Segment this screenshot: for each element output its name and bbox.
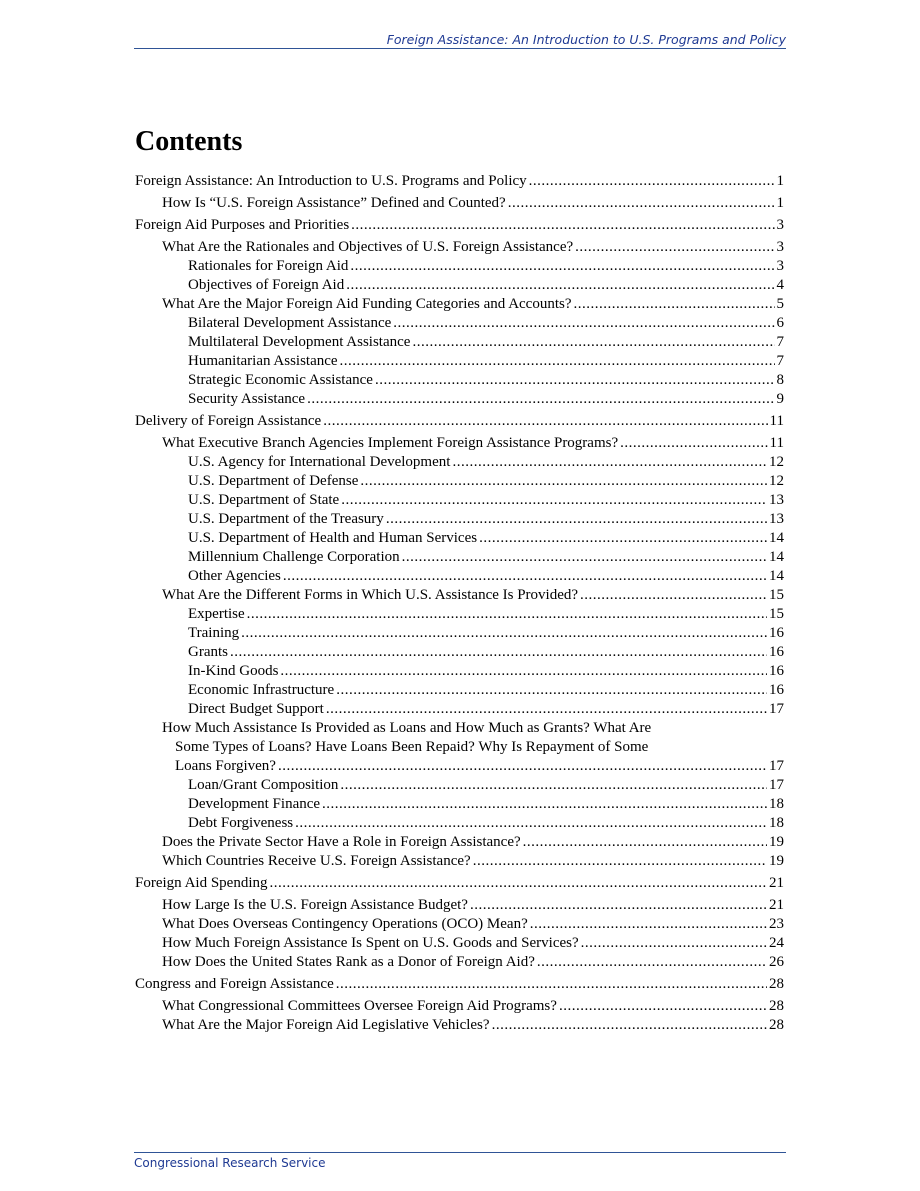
toc-page-number: 11: [769, 435, 784, 451]
toc-page-number: 28: [769, 976, 784, 992]
toc-entry-title: Grants: [188, 644, 228, 660]
toc-entry[interactable]: [135, 194, 784, 213]
toc-entry-title: Objectives of Foreign Aid: [188, 277, 345, 293]
toc-entry-title: Millennium Challenge Corporation: [188, 549, 400, 565]
toc-page-number: 9: [776, 391, 784, 407]
toc-entry[interactable]: [135, 548, 784, 567]
dot-leader: [280, 662, 767, 681]
toc-entry[interactable]: [135, 896, 784, 915]
toc-entry[interactable]: [135, 814, 784, 833]
toc-entry[interactable]: [135, 1016, 784, 1035]
toc-section[interactable]: [135, 874, 784, 893]
toc-page-number: 24: [769, 935, 784, 951]
toc-page-number: 15: [769, 587, 784, 603]
toc-page-number: 28: [769, 998, 784, 1014]
toc-entry-title: Training: [188, 625, 240, 641]
toc-entry[interactable]: [135, 624, 784, 643]
toc-entry[interactable]: [135, 643, 784, 662]
toc-entry[interactable]: [135, 605, 784, 624]
toc-entry-title: Expertise: [188, 606, 245, 622]
toc-entry-title: U.S. Department of the Treasury: [188, 511, 384, 527]
dot-leader: [241, 624, 767, 643]
toc-entry-title: How Much Assistance Is Provided as Loans and How Much as Grants? What Are: [162, 720, 652, 736]
toc-page-number: 16: [769, 644, 784, 660]
toc-page-number: 23: [769, 916, 784, 932]
dot-leader: [326, 700, 767, 719]
dot-leader: [336, 975, 767, 994]
toc-entry-title: What Are the Major Foreign Aid Funding Categories and Accounts?: [162, 296, 572, 312]
toc-entry-title: Strategic Economic Assistance: [188, 372, 373, 388]
toc-entry[interactable]: [135, 491, 784, 510]
toc-entry[interactable]: [135, 997, 784, 1016]
toc-entry[interactable]: [135, 795, 784, 814]
toc-page-number: 12: [769, 454, 784, 470]
dot-leader: [336, 681, 767, 700]
toc-section[interactable]: [135, 412, 784, 431]
toc-section[interactable]: [135, 216, 784, 235]
toc-entry-title: What Are the Major Foreign Aid Legislative Vehicles?: [162, 1017, 490, 1033]
toc-page-number: 26: [769, 954, 784, 970]
toc-page-number: 7: [776, 334, 784, 350]
page-footer: [134, 1152, 786, 1170]
toc-page-number: 28: [769, 1017, 784, 1033]
dot-leader: [270, 874, 767, 893]
toc-entry[interactable]: [135, 934, 784, 953]
dot-leader: [580, 586, 767, 605]
toc-entry-title: What Executive Branch Agencies Implement Foreign Assistance Programs?: [162, 435, 619, 451]
toc-entry-title: Delivery of Foreign Assistance: [135, 413, 322, 429]
toc-entry-title: In-Kind Goods: [188, 663, 279, 679]
toc-entry[interactable]: [135, 510, 784, 529]
toc-entry-title: Loan/Grant Composition: [188, 777, 339, 793]
toc-entry-title: How Does the United States Rank as a Donor of Foreign Aid?: [162, 954, 535, 970]
dot-leader: [295, 814, 767, 833]
toc-entry[interactable]: [135, 915, 784, 934]
toc-entry-title: U.S. Department of Defense: [188, 473, 359, 489]
toc-page-number: 19: [769, 834, 784, 850]
dot-leader: [529, 172, 775, 191]
toc-entry[interactable]: [135, 586, 784, 605]
page-title: Contents: [135, 126, 243, 157]
toc-entry-title: Security Assistance: [188, 391, 306, 407]
toc-page-number: 4: [776, 277, 784, 293]
dot-leader: [247, 605, 767, 624]
toc-entry-title: What Are the Different Forms in Which U.S. Assistance Is Provided?: [162, 587, 579, 603]
toc-page-number: 3: [776, 239, 784, 255]
toc-page-number: 11: [769, 413, 784, 429]
toc-entry-title: Congress and Foreign Assistance: [135, 976, 334, 992]
toc-entry-title: Which Countries Receive U.S. Foreign Assistance?: [162, 853, 471, 869]
dot-leader: [341, 491, 767, 510]
dot-leader: [581, 934, 767, 953]
toc-entry[interactable]: [135, 352, 784, 371]
toc-entry[interactable]: [135, 238, 784, 257]
toc-page-number: 3: [776, 217, 784, 233]
dot-leader: [346, 276, 774, 295]
dot-leader: [386, 510, 767, 529]
dot-leader: [492, 1016, 767, 1035]
toc-entry[interactable]: [135, 719, 784, 776]
toc-page-number: 1: [776, 173, 784, 189]
dot-leader: [340, 776, 767, 795]
toc-page-number: 17: [769, 701, 784, 717]
toc-entry[interactable]: [135, 314, 784, 333]
dot-leader: [375, 371, 775, 390]
dot-leader: [350, 257, 774, 276]
toc-entry-title: Rationales for Foreign Aid: [188, 258, 349, 274]
toc-entry[interactable]: [135, 276, 784, 295]
toc-entry[interactable]: [135, 257, 784, 276]
toc-entry[interactable]: [135, 700, 784, 719]
toc-entry-title: U.S. Department of Health and Human Services: [188, 530, 478, 546]
toc-page-number: 7: [776, 353, 784, 369]
running-header: [134, 32, 786, 49]
toc-page-number: 19: [769, 853, 784, 869]
toc-page-number: 14: [769, 568, 784, 584]
toc-entry-title: Humanitarian Assistance: [188, 353, 338, 369]
toc-entry[interactable]: [135, 333, 784, 352]
toc-entry[interactable]: [135, 776, 784, 795]
toc-entry-title: Foreign Aid Purposes and Priorities: [135, 217, 350, 233]
dot-leader: [323, 412, 767, 431]
toc-page-number: 12: [769, 473, 784, 489]
toc-entry-title: Loans Forgiven?: [175, 758, 276, 774]
toc-entry[interactable]: [135, 472, 784, 491]
toc-page-number: 8: [776, 372, 784, 388]
toc-entry-title: Bilateral Development Assistance: [188, 315, 392, 331]
dot-leader: [322, 795, 767, 814]
toc-page-number: 13: [769, 492, 784, 508]
toc-entry-title: Foreign Aid Spending: [135, 875, 268, 891]
dot-leader: [479, 529, 767, 548]
toc-page-number: 1: [776, 195, 784, 211]
toc-entry-title: How Is “U.S. Foreign Assistance” Defined and Counted?: [162, 195, 506, 211]
dot-leader: [230, 643, 767, 662]
toc-page-number: 21: [769, 875, 784, 891]
toc-entry-title: Multilateral Development Assistance: [188, 334, 411, 350]
toc-entry-title: Other Agencies: [188, 568, 281, 584]
dot-leader: [283, 567, 767, 586]
toc-entry[interactable]: [135, 953, 784, 972]
toc-page-number: 18: [769, 796, 784, 812]
toc-entry-title: How Much Foreign Assistance Is Spent on U.S. Goods and Services?: [162, 935, 579, 951]
toc-page-number: 16: [769, 625, 784, 641]
dot-leader: [340, 352, 775, 371]
toc-entry[interactable]: [135, 295, 784, 314]
toc-entry[interactable]: [135, 390, 784, 409]
toc-page-number: 5: [776, 296, 784, 312]
toc-page-number: 13: [769, 511, 784, 527]
toc-entry-title: Foreign Assistance: An Introduction to U.S. Programs and Policy: [135, 173, 527, 189]
dot-leader: [452, 453, 767, 472]
footer-text: Congressional Research Service: [134, 1156, 326, 1170]
toc-entry-title: U.S. Agency for International Development: [188, 454, 451, 470]
dot-leader: [620, 434, 767, 453]
dot-leader: [575, 238, 774, 257]
toc-entry-title: What Are the Rationales and Objectives of U.S. Foreign Assistance?: [162, 239, 574, 255]
toc-entry[interactable]: [135, 852, 784, 871]
toc-section[interactable]: [135, 975, 784, 994]
toc-page-number: 14: [769, 530, 784, 546]
toc-entry[interactable]: [135, 681, 784, 700]
toc-entry-title: Debt Forgiveness: [188, 815, 294, 831]
dot-leader: [530, 915, 767, 934]
dot-leader: [412, 333, 774, 352]
toc-page-number: 3: [776, 258, 784, 274]
toc-entry[interactable]: [135, 833, 784, 852]
toc-page-number: 16: [769, 682, 784, 698]
dot-leader: [559, 997, 767, 1016]
toc-entry-title: Direct Budget Support: [188, 701, 324, 717]
toc-entry-title: What Congressional Committees Oversee Foreign Aid Programs?: [162, 998, 557, 1014]
toc-page-number: 17: [769, 777, 784, 793]
dot-leader: [307, 390, 774, 409]
dot-leader: [470, 896, 767, 915]
toc-entry-title: Economic Infrastructure: [188, 682, 335, 698]
dot-leader: [574, 295, 775, 314]
dot-leader: [351, 216, 774, 235]
toc-entry-title: U.S. Department of State: [188, 492, 340, 508]
toc-entry[interactable]: [135, 453, 784, 472]
dot-leader: [537, 953, 767, 972]
toc-entry-title: Some Types of Loans? Have Loans Been Repaid? Why Is Repayment of Some: [175, 739, 649, 755]
dot-leader: [393, 314, 774, 333]
toc-page-number: 6: [776, 315, 784, 331]
toc-page-number: 16: [769, 663, 784, 679]
toc-page-number: 21: [769, 897, 784, 913]
toc-entry[interactable]: [135, 371, 784, 390]
dot-leader: [473, 852, 767, 871]
toc-entry-title: How Large Is the U.S. Foreign Assistance Budget?: [162, 897, 468, 913]
toc-entry[interactable]: [135, 567, 784, 586]
toc-entry[interactable]: [135, 529, 784, 548]
dot-leader: [523, 833, 767, 852]
toc-page-number: 18: [769, 815, 784, 831]
dot-leader: [508, 194, 775, 213]
toc-entry-title: Development Finance: [188, 796, 321, 812]
table-of-contents: [135, 172, 784, 1035]
toc-page-number: 14: [769, 549, 784, 565]
toc-entry[interactable]: [135, 662, 784, 681]
toc-entry[interactable]: [135, 434, 784, 453]
toc-page-number: 15: [769, 606, 784, 622]
toc-section[interactable]: [135, 172, 784, 191]
running-title: Foreign Assistance: An Introduction to U.S. Programs and Policy: [386, 32, 786, 47]
toc-entry-title: What Does Overseas Contingency Operations (OCO) Mean?: [162, 916, 528, 932]
dot-leader: [402, 548, 767, 567]
toc-entry-title: Does the Private Sector Have a Role in Foreign Assistance?: [162, 834, 521, 850]
dot-leader: [360, 472, 767, 491]
toc-page-number: 17: [769, 758, 784, 774]
dot-leader: [278, 757, 767, 776]
